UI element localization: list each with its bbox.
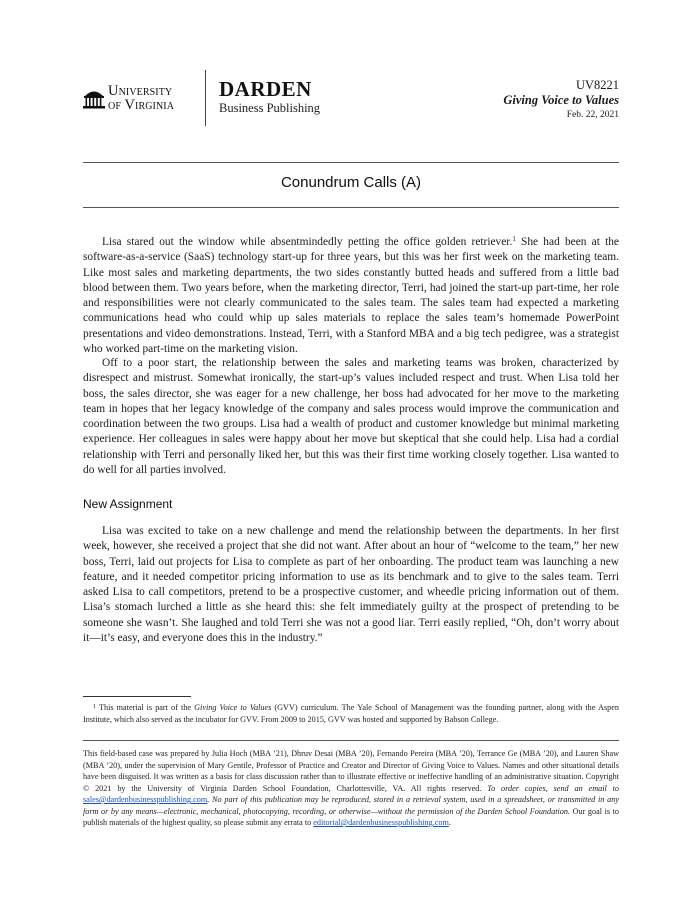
uva-logo — [83, 80, 201, 116]
editorial-email-link[interactable]: editorial@dardenbusinesspublishing.com — [313, 818, 449, 827]
paragraph-1-text-a: Lisa stared out the window while absentmindedly petting the office golden retriever. — [102, 236, 513, 248]
paragraph-2-text: Off to a poor start, the relationship between the sales and marketing teams was broken, characterized by disrespect and mistrust. Somewhat ironically, the start-up’s values included respect and trust. When Lisa told her boss, the sales director, she was eager for a new challenge, her boss had advocated for her move to the marketing team in hopes that her legacy knowledge of the company and sales process would improve the communication and coordination between the two groups. Lisa had a wealth of product and customer knowledge but minimal marketing experience. Her colleagues in sales were happy about her move but skeptical that she could help. Lisa had a cordial relationship with Terri and personally liked her, but this was their first time working closely together. Lisa wanted to do well for all parties involved. — [83, 357, 619, 477]
copyright-text-1: This field-based case was prepared by Julia Hoch (MBA ’21), Dhruv Desai (MBA ’20), Fernando Pereira (MBA ’20), Terrance Ge (MBA ’20), and Lauren Shaw (MBA ’20), under the supervision of Mary Gentile, Professor of Practice and Creator and Director of Giving Voice to Values. Names and other situational details have been disguised. It was written as a basis for class discussion rather than to illustrate effective or ineffective handling of an administrative situation. Copyright © 2021 by the University of Virginia Darden School Foundation, Charlottesville, VA. All rights reserved. — [83, 749, 619, 793]
title-rule-bottom — [83, 207, 619, 208]
footnote-rule — [83, 696, 191, 697]
title-rule-top — [83, 162, 619, 163]
footnote-ref: 1 — [512, 235, 516, 243]
footnote-text-post: (GVV) curriculum. The Yale School of Management was the founding partner, along with the Aspen Institute, which also served as the incubator for GVV. From 2009 to 2015, GVV was hosted and supported by Babson College. — [83, 703, 619, 724]
paragraph-1 — [83, 232, 619, 357]
copyright-text-3: . — [448, 818, 451, 827]
page-title: Conundrum Calls (A) — [280, 174, 422, 191]
case-meta — [503, 78, 619, 122]
paragraph-1-text-b: She had been at the software-as-a-service (SaaS) technology start-up for three years, but this was her first week on the marketing team. Like most sales and marketing departments, the two sides constantly butted heads and suffered from a little bad blood between them. Two years before, when the marketing director, Terri, had joined the start-up part-time, her role and responsibilities were not clearly communicated to the sales team. The sales team had expected a marketing communications head who could whip up sales materials to replace the sales team’s homemade PowerPoint presentations and video demonstrations. Instead, Terri, with a Stanford MBA and a big tech pedigree, was a strategist who worked part-time on the marketing vision. — [83, 236, 619, 356]
uva-wordmark — [108, 84, 174, 112]
case-code: UV8221 — [575, 78, 619, 92]
darden-subtitle: Business Publishing — [219, 101, 321, 115]
copyright-notice — [83, 748, 619, 829]
case-date: Feb. 22, 2021 — [566, 110, 619, 120]
uva-line-2: of Virginia — [108, 97, 175, 113]
logo-divider — [205, 70, 206, 126]
paragraph-3-text: Lisa was excited to take on a new challenge and mend the relationship between the departments. In her first week, however, she received a project that she did not want. After about an hour of “welcome to the team,” her new boss, Terri, laid out projects for Lisa to complete as part of her onboarding. The product team was launching a new feature, and it needed competitor pricing information to use as its benchmark and to give to the sales team. Terri asked Lisa to call competitors, pretend to be a prospective customer, and wheedle pricing information out of them. Lisa’s stomach lurched a little as she heard this: she felt immediately guilty at the prospect of pretending to be someone she wasn’t. She laughed and told Terri she was not a good liar. Terri easily replied, “Oh, don’t worry about it—it’s easy, and everyone does this in the industry.” — [83, 525, 619, 645]
copyright-italic-2: . No part of this publication may be reproduced, stored in a retrieval system, used in a spreadsheet, or transmitted in any form or by any means—electronic, mechanical, photocopying, recording, or otherwise—without the permission of the Darden School Foundation. — [83, 795, 619, 816]
footnote — [83, 702, 619, 725]
paragraph-2 — [83, 356, 619, 478]
darden-wordmark: DARDEN — [219, 77, 312, 101]
header — [83, 70, 619, 130]
section-heading: New Assignment — [83, 497, 173, 511]
copyright-rule — [83, 740, 619, 741]
footnote-text-italic: Giving Voice to Values — [194, 703, 272, 712]
series-name: Giving Voice to Values — [503, 93, 619, 107]
footnote-text-pre: This material is part of the — [96, 703, 195, 712]
copyright-text-2: Our goal is to publish materials of the highest quality, so please submit any errata to — [83, 806, 619, 827]
rotunda-icon — [83, 86, 105, 110]
sales-email-link[interactable]: sales@dardenbusinesspublishing.com — [83, 795, 208, 804]
uva-line-1: University — [108, 83, 173, 99]
copyright-italic-1: To order copies, send an email to — [487, 783, 619, 793]
paragraph-3 — [83, 524, 619, 646]
footnote-number: 1 — [93, 704, 96, 710]
